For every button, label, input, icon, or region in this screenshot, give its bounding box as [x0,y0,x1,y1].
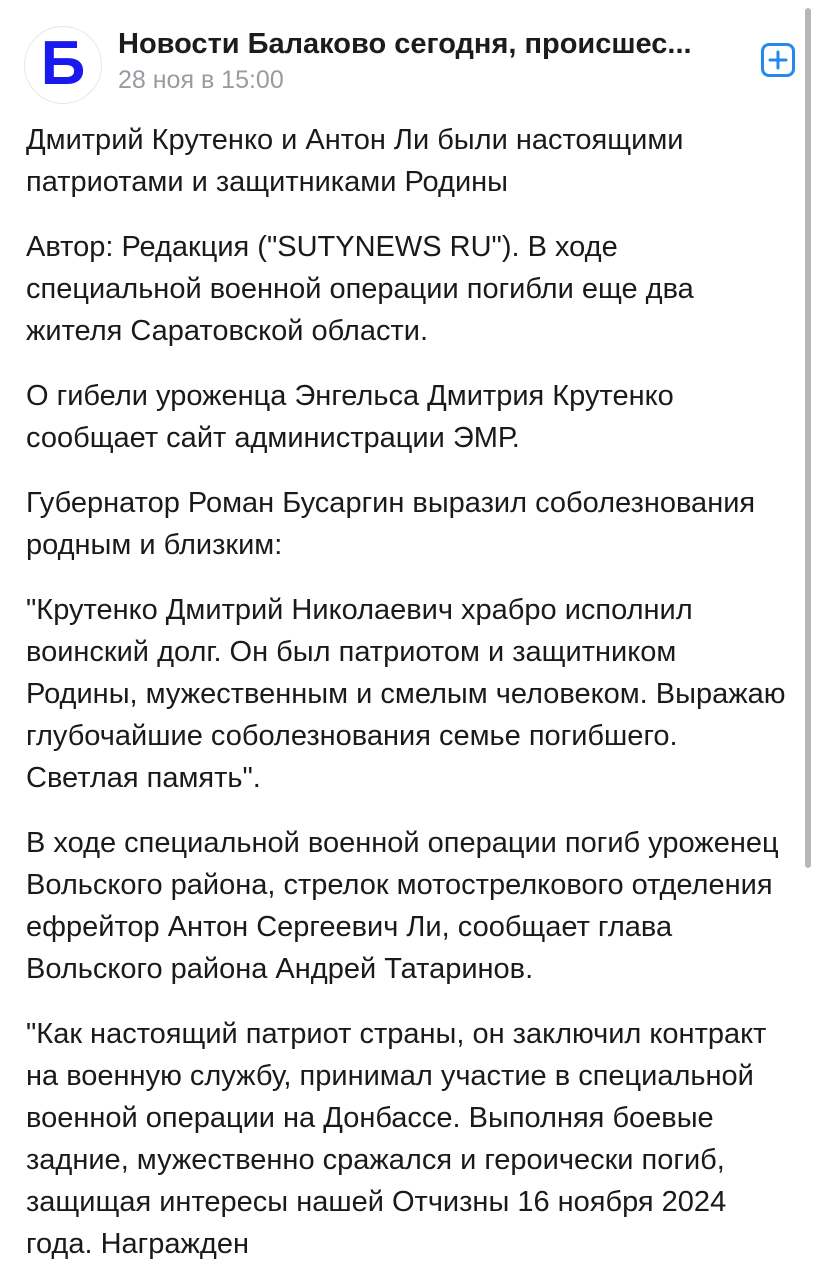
plus-square-icon [764,46,792,74]
post-header [0,0,816,110]
post-paragraph: Дмитрий Крутенко и Антон Ли были настоящими патриотами и защитниками Родины [26,124,684,198]
post-paragraph: Губернатор Роман Бусаргин выразил соболезнования родным и близким: [26,487,756,561]
post-paragraph: "Крутенко Дмитрий Николаевич храбро исполнил воинский долг. Он был патриотом и защитником Родины, мужественным и смелым человеком. Выражаю глубочайшие соболезнования семье погибшего. Светлая память". [26,594,786,794]
post-paragraph: "Как настоящий патриот страны, он заключил контракт на военную службу, принимал участие в специальной военной операции на Донбассе. Выполняя боевые задние, мужественно сражался и героически погиб, защищая интересы нашей Отчизны 16 ноября 2024 года. Награжден [26,1018,767,1260]
post-paragraph: О гибели уроженца Энгельса Дмитрия Крутенко сообщает сайт администрации ЭМР. [26,380,674,454]
post-paragraph: В ходе специальной военной операции погиб уроженец Вольского района, стрелок мотострелкового отделения ефрейтор Антон Сергеевич Ли, сообщает глава Вольского района Андрей Татаринов. [26,827,779,985]
add-button[interactable] [761,43,795,77]
avatar[interactable] [24,26,102,104]
avatar-letter: Б [40,29,86,98]
post-text [26,119,786,1288]
source-name[interactable]: Новости Балаково сегодня, происшес... [118,28,692,60]
post-paragraph: Автор: Редакция ("SUTYNEWS RU"). В ходе специальной военной операции погибли еще два жителя Саратовской области. [26,231,694,347]
post-date[interactable]: 28 ноя в 15:00 [118,66,284,94]
scrollbar[interactable] [805,8,811,868]
